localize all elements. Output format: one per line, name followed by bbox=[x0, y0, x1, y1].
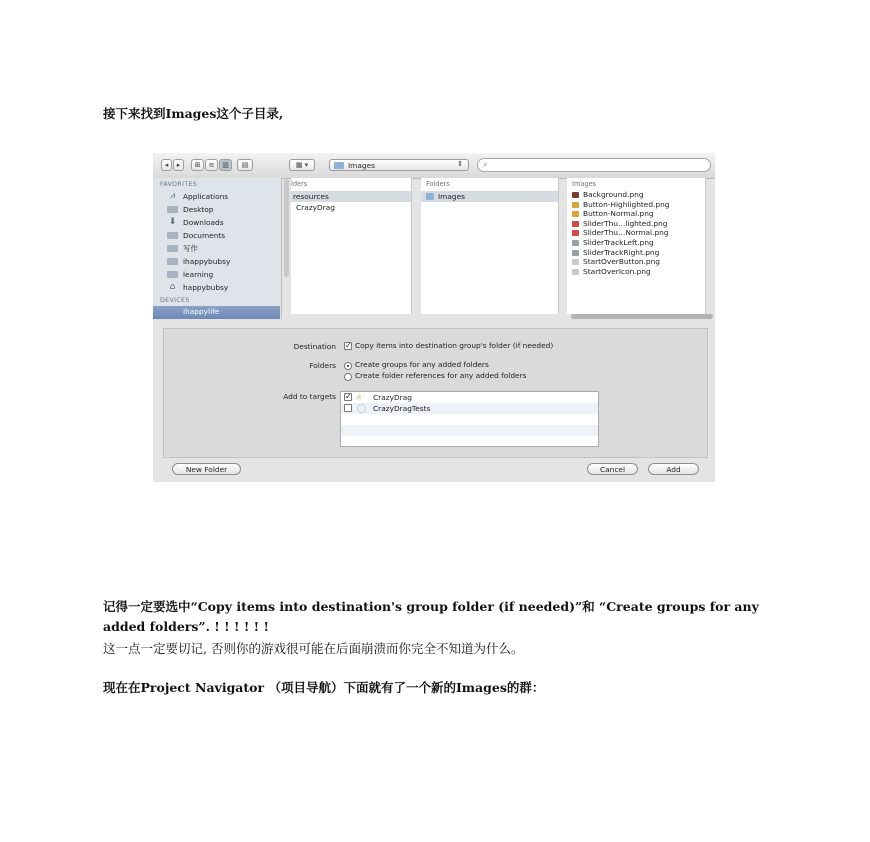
target-row-crazydragtests: CrazyDragTests bbox=[341, 403, 598, 414]
file-name: Button-Normal.png bbox=[583, 209, 654, 219]
folder-icon bbox=[334, 162, 344, 169]
add-files-dialog-screenshot bbox=[153, 153, 715, 482]
add-button[interactable]: Add bbox=[648, 463, 699, 475]
back-button[interactable]: ◂ bbox=[161, 159, 172, 171]
copy-items-checkbox[interactable]: ✓ bbox=[345, 341, 352, 350]
test-target-icon bbox=[357, 404, 366, 413]
browser-column-1 bbox=[291, 178, 412, 314]
file-name: StartOverIcon.png bbox=[583, 266, 651, 276]
file-name: StartOverButton.png bbox=[583, 257, 661, 267]
folder-icon bbox=[426, 193, 434, 200]
column-header: Folders bbox=[426, 180, 450, 188]
folder-references-radio[interactable] bbox=[344, 373, 352, 381]
folder-icon bbox=[167, 258, 178, 265]
forward-button[interactable]: ▸ bbox=[173, 159, 184, 171]
devices-header: DEVICES bbox=[160, 297, 190, 304]
favorites-header: FAVORITES bbox=[160, 181, 198, 188]
copy-items-label: Copy items into destination group's folder (if needed) bbox=[355, 341, 554, 350]
list-item[interactable]: CrazyDrag bbox=[296, 203, 335, 212]
search-field[interactable] bbox=[477, 158, 711, 172]
destination-label: Destination bbox=[293, 342, 336, 351]
target-row-crazydrag: ✓ ⩘ CrazyDrag bbox=[345, 392, 412, 402]
png-file-icon bbox=[572, 202, 579, 208]
file-name: Background.png bbox=[583, 190, 644, 199]
downloads-icon: ⬇ bbox=[168, 217, 177, 227]
png-file-icon bbox=[572, 250, 579, 256]
sidebar-item-device-selected[interactable]: ihappylife bbox=[153, 306, 280, 319]
coverflow-view-button[interactable]: ▤ bbox=[237, 159, 253, 171]
sidebar-scrollbar[interactable] bbox=[284, 179, 289, 277]
paragraph-find-images: 接下来找到Images这个子目录, bbox=[103, 106, 284, 121]
png-file-icon bbox=[572, 230, 579, 236]
column-header: Images bbox=[572, 180, 597, 188]
icon-view-button[interactable]: ⊞ bbox=[191, 159, 204, 171]
create-groups-label: Create groups for any added folders bbox=[355, 360, 489, 369]
browser-column-2 bbox=[421, 178, 559, 314]
dialog-toolbar bbox=[153, 153, 715, 179]
target-checkbox[interactable]: ✓ bbox=[345, 392, 352, 401]
file-name: Button-Highlighted.png bbox=[583, 199, 670, 209]
new-folder-button[interactable]: New Folder bbox=[172, 463, 241, 475]
folder-icon bbox=[167, 232, 178, 239]
paragraph-remember-options: 记得一定要选中“Copy items into destination's group folder (if needed)”和 “Create groups for any added folders”. ! ! ! ! ! ! bbox=[103, 599, 759, 634]
file-name: SliderThu…Normal.png bbox=[583, 228, 669, 238]
search-icon: ⌕ bbox=[483, 160, 488, 169]
add-to-targets-label: Add to targets bbox=[283, 392, 336, 401]
png-file-icon bbox=[572, 192, 579, 198]
applications-icon: ⩘ bbox=[169, 191, 176, 201]
path-popup[interactable] bbox=[329, 159, 469, 171]
folder-references-label: Create folder references for any added folders bbox=[355, 371, 527, 380]
target-checkbox[interactable] bbox=[344, 404, 352, 412]
folder-icon bbox=[167, 206, 178, 213]
folder-icon bbox=[167, 245, 178, 252]
targets-list bbox=[340, 391, 599, 447]
png-file-icon bbox=[572, 259, 579, 265]
list-item[interactable]: resources bbox=[291, 191, 411, 202]
png-file-icon bbox=[572, 221, 579, 227]
finder-sidebar: FAVORITES ⩘ Applications Desktop ⬇ Downloads Documents 写作 ihappybubsy learning ⌂ happybubsy DEVICES ihappylife bbox=[153, 178, 282, 319]
folders-label: Folders bbox=[309, 361, 336, 370]
list-view-button[interactable]: ≡ bbox=[205, 159, 218, 171]
app-target-icon: ⩘ bbox=[356, 392, 361, 401]
arrange-menu-button[interactable]: ▦ ▾ bbox=[289, 159, 315, 171]
column-header: lders bbox=[291, 180, 308, 188]
browser-column-3 bbox=[567, 178, 706, 314]
folder-icon bbox=[167, 271, 178, 278]
png-file-icon bbox=[572, 211, 579, 217]
list-item[interactable]: Images bbox=[421, 191, 558, 202]
file-name: SliderThu…lighted.png bbox=[583, 218, 668, 228]
paragraph-warning: 这一点一定要切记, 否则你的游戏很可能在后面崩溃而你完全不知道为什么。 bbox=[103, 641, 524, 656]
png-file-icon bbox=[572, 240, 579, 246]
list-item[interactable] bbox=[567, 267, 705, 278]
create-groups-radio[interactable] bbox=[344, 362, 352, 370]
column-view-button[interactable]: ▥ bbox=[219, 159, 232, 171]
paragraph-project-navigator: 现在在Project Navigator （项目导航）下面就有了一个新的Images的群： bbox=[103, 680, 545, 695]
horizontal-scrollbar[interactable] bbox=[571, 314, 713, 319]
file-name: SliderTrackRight.png bbox=[583, 247, 660, 257]
home-icon: ⌂ bbox=[169, 282, 176, 292]
updown-chevron-icon: ⇕ bbox=[457, 160, 463, 168]
png-file-icon bbox=[572, 269, 579, 275]
path-popup-label: Images bbox=[348, 161, 375, 170]
file-name: SliderTrackLeft.png bbox=[583, 238, 654, 247]
cancel-button[interactable]: Cancel bbox=[587, 463, 638, 475]
